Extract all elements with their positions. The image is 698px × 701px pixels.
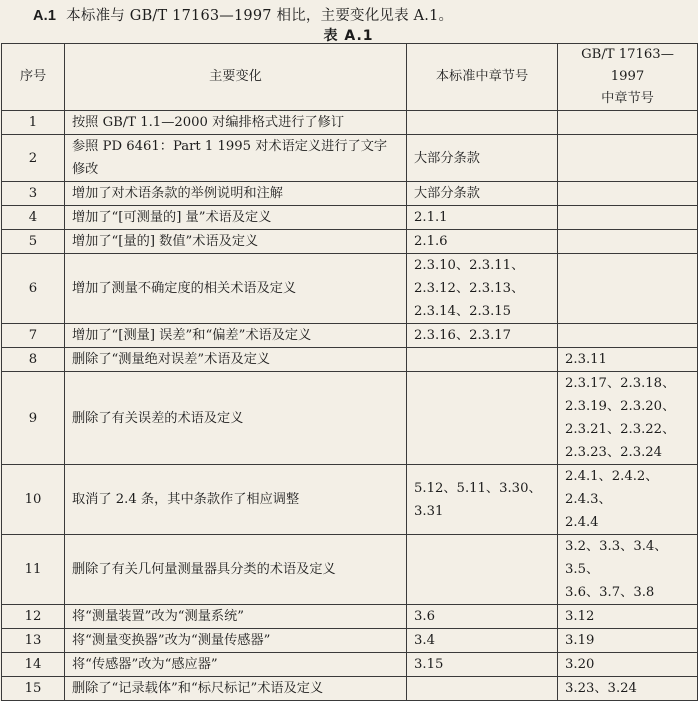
row-change: 增加了对术语条款的举例说明和注解: [65, 182, 407, 206]
intro-paragraph: [33, 4, 453, 25]
row-seq: 15: [2, 677, 65, 701]
row-current-section: [407, 135, 558, 182]
section-number-line: 2.3.12、2.3.13、: [414, 281, 525, 296]
row-current-section: [407, 629, 558, 653]
row-seq: 14: [2, 653, 65, 677]
row-seq: 13: [2, 629, 65, 653]
section-number-line: 3.12: [565, 609, 595, 624]
row-seq: 9: [2, 372, 65, 465]
row-current-section: [407, 605, 558, 629]
section-number-line: 3.19: [565, 633, 595, 648]
section-number-line: 2.3.11: [565, 352, 607, 367]
row-current-section: [407, 254, 558, 324]
row-change: 增加了“[可测量的] 量”术语及定义: [65, 206, 407, 230]
section-number-line: 大部分条款: [414, 186, 480, 201]
row-seq: 1: [2, 111, 65, 135]
header-previous: [558, 44, 698, 111]
row-seq: 12: [2, 605, 65, 629]
changes-table: [1, 43, 698, 701]
table-row: [2, 182, 698, 206]
clause-number: A.1: [33, 8, 57, 24]
row-current-section: [407, 230, 558, 254]
row-previous-section: [558, 135, 698, 182]
row-change: 增加了测量不确定度的相关术语及定义: [65, 254, 407, 324]
row-seq: 2: [2, 135, 65, 182]
section-number-line: 2.3.19、2.3.20、: [565, 399, 676, 414]
table-row: [2, 206, 698, 230]
section-number-line: 2.3.23、2.3.24: [565, 445, 663, 460]
section-number-line: 3.20: [565, 657, 595, 672]
row-previous-section: [558, 230, 698, 254]
table-row: [2, 324, 698, 348]
row-seq: 8: [2, 348, 65, 372]
table-row: [2, 677, 698, 701]
table-row: [2, 535, 698, 605]
section-number-line: 大部分条款: [414, 150, 480, 166]
table-row: [2, 230, 698, 254]
section-number-line: 2.3.17、2.3.18、: [565, 376, 676, 391]
table-row: [2, 372, 698, 465]
row-previous-section: [558, 111, 698, 135]
row-change: 删除了有关误差的术语及定义: [65, 372, 407, 465]
row-seq: 7: [2, 324, 65, 348]
row-change: 按照 GB/T 1.1—2000 对编排格式进行了修订: [65, 111, 407, 135]
header-current: 本标准中章节号: [407, 44, 558, 111]
table-row: [2, 465, 698, 535]
header-change: 主要变化: [65, 44, 407, 111]
table-row: [2, 135, 698, 182]
row-previous-section: [558, 254, 698, 324]
row-current-section: [407, 535, 558, 605]
row-change: 删除了有关几何量测量器具分类的术语及定义: [65, 535, 407, 605]
row-previous-section: [558, 653, 698, 677]
row-current-section: [407, 653, 558, 677]
table-row: [2, 111, 698, 135]
section-number-line: 2.1.6: [414, 234, 448, 249]
row-previous-section: [558, 348, 698, 372]
row-previous-section: [558, 324, 698, 348]
section-number-line: 2.4.4: [565, 515, 599, 530]
table-row: [2, 653, 698, 677]
row-change: 增加了“[量的] 数值”术语及定义: [65, 230, 407, 254]
row-current-section: [407, 111, 558, 135]
row-current-section: [407, 372, 558, 465]
row-seq: 5: [2, 230, 65, 254]
row-current-section: [407, 677, 558, 701]
row-current-section: [407, 206, 558, 230]
table-row: [2, 629, 698, 653]
row-change: 参照 PD 6461：Part 1 1995 对术语定义进行了文字修改: [65, 135, 407, 182]
section-number-line: 3.23、3.24: [565, 681, 637, 696]
header-previous-line2: 中章节号: [601, 91, 654, 106]
row-previous-section: [558, 206, 698, 230]
row-current-section: [407, 182, 558, 206]
row-seq: 4: [2, 206, 65, 230]
row-previous-section: [558, 372, 698, 465]
row-previous-section: [558, 182, 698, 206]
section-number-line: 2.1.1: [414, 210, 448, 225]
row-current-section: [407, 348, 558, 372]
row-previous-section: [558, 605, 698, 629]
table-header-row: [2, 44, 698, 111]
section-number-line: 3.15: [414, 657, 444, 672]
row-previous-section: [558, 629, 698, 653]
row-previous-section: [558, 677, 698, 701]
section-number-line: 3.6、3.7、3.8: [565, 585, 655, 600]
section-number-line: 2.3.16、2.3.17: [414, 328, 512, 343]
row-current-section: [407, 465, 558, 535]
row-change: 删除了“测量绝对误差”术语及定义: [65, 348, 407, 372]
header-seq: 序号: [2, 44, 65, 111]
section-number-line: 3.6: [414, 609, 435, 624]
row-change: 删除了“记录载体”和“标尺标记”术语及定义: [65, 677, 407, 701]
row-previous-section: [558, 465, 698, 535]
section-number-line: 3.2、3.3、3.4、3.5、: [565, 539, 668, 577]
row-seq: 10: [2, 465, 65, 535]
section-number-line: 5.12、5.11、3.30、3.31: [414, 480, 542, 519]
section-number-line: 3.4: [414, 633, 435, 648]
section-number-line: 2.3.21、2.3.22、: [565, 422, 676, 437]
table-caption: 表 A.1: [323, 28, 374, 44]
row-change: 增加了“[测量] 误差”和“偏差”术语及定义: [65, 324, 407, 348]
table-row: [2, 348, 698, 372]
table-row: [2, 605, 698, 629]
section-number-line: 2.4.1、2.4.2、2.4.3、: [565, 469, 659, 507]
row-seq: 11: [2, 535, 65, 605]
row-seq: 3: [2, 182, 65, 206]
row-current-section: [407, 324, 558, 348]
section-number-line: 2.3.10、2.3.11、: [414, 258, 525, 273]
row-change: 将“测量变换器”改为“测量传感器”: [65, 629, 407, 653]
row-change: 将“测量装置”改为“测量系统”: [65, 605, 407, 629]
header-previous-line1: GB/T 17163—1997: [581, 47, 674, 84]
section-number-line: 2.3.14、2.3.15: [414, 304, 512, 319]
intro-text: 本标准与 GB/T 17163—1997 相比，主要变化见表 A.1。: [66, 8, 454, 24]
row-change: 将“传感器”改为“感应器”: [65, 653, 407, 677]
row-seq: 6: [2, 254, 65, 324]
row-change: 取消了 2.4 条，其中条款作了相应调整: [65, 465, 407, 535]
row-previous-section: [558, 535, 698, 605]
table-row: [2, 254, 698, 324]
table-body: [2, 111, 698, 701]
